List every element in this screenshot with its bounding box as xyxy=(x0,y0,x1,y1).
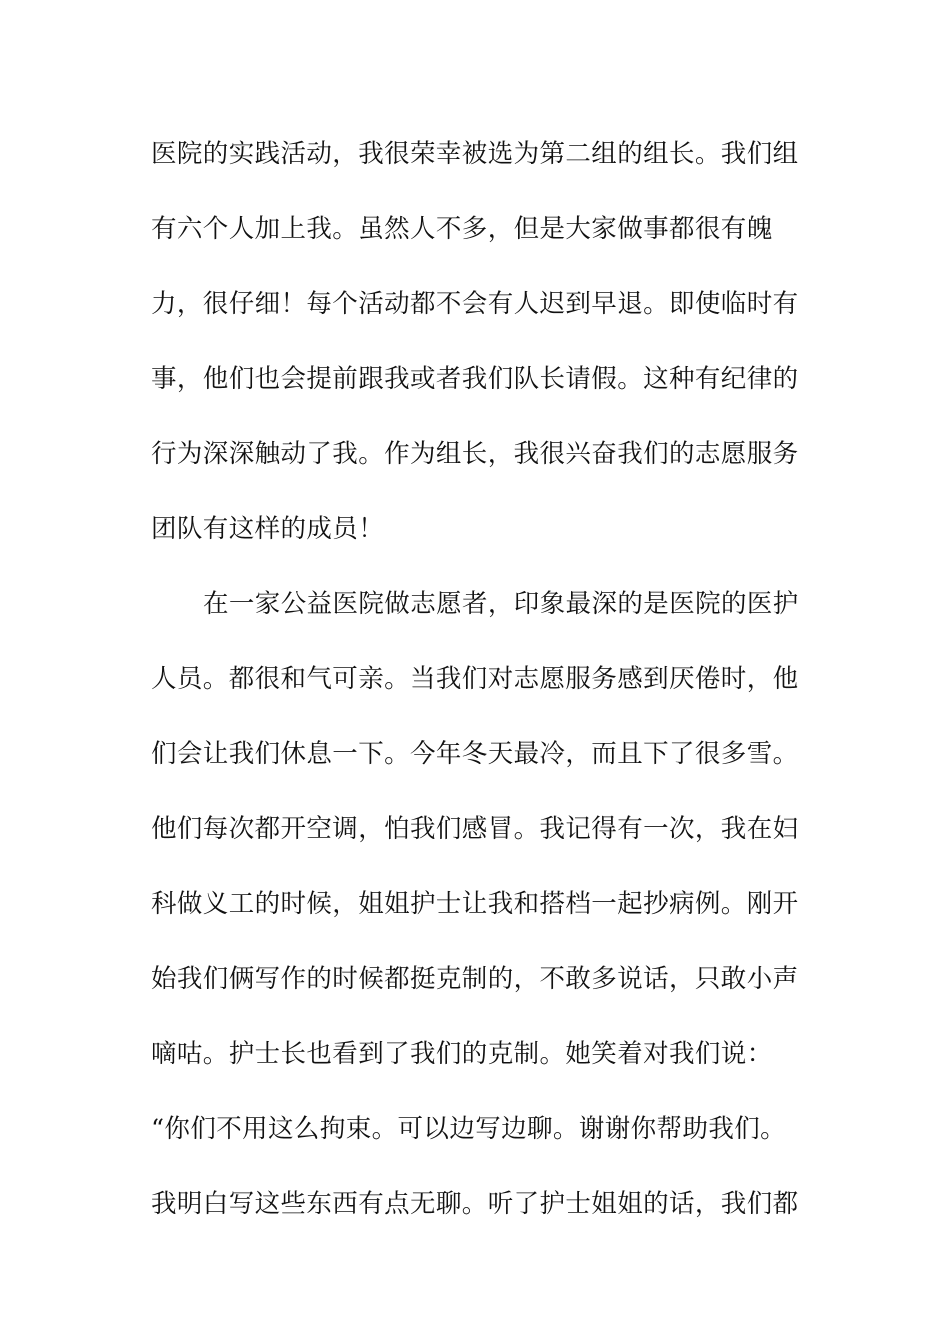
text-line: 他们每次都开空调，怕我们感冒。我记得有一次，我在妇 xyxy=(151,814,799,844)
paragraph-first-line: 在一家公益医院做志愿者，印象最深的是医院的医护 xyxy=(203,589,799,619)
text-line: 有六个人加上我。虽然人不多，但是大家做事都很有魄 xyxy=(151,214,773,244)
text-line: 团队有这样的成员！ xyxy=(151,514,385,544)
body-text xyxy=(151,132,811,1257)
text-line: 事，他们也会提前跟我或者我们队长请假。这种有纪律的 xyxy=(151,364,799,394)
text-line: 行为深深触动了我。作为组长，我很兴奋我们的志愿服务 xyxy=(151,439,799,469)
text-line: 人员。都很和气可亲。当我们对志愿服务感到厌倦时，他 xyxy=(151,664,799,694)
text-line: 始我们俩写作的时候都挺克制的，不敢多说话，只敢小声 xyxy=(151,964,799,994)
text-line: 医院的实践活动，我很荣幸被选为第二组的组长。我们组 xyxy=(151,139,799,169)
text-line: 科做义工的时候，姐姐护士让我和搭档一起抄病例。刚开 xyxy=(151,889,799,919)
text-line: 我明白写这些东西有点无聊。听了护士姐姐的话，我们都 xyxy=(151,1189,799,1219)
text-line: 力，很仔细！每个活动都不会有人迟到早退。即使临时有 xyxy=(151,289,799,319)
text-line: “你们不用这么拘束。可以边写边聊。谢谢你帮助我们。 xyxy=(151,1114,787,1144)
text-line: 们会让我们休息一下。今年冬天最冷，而且下了很多雪。 xyxy=(151,739,799,769)
text-line: 嘀咕。护士长也看到了我们的克制。她笑着对我们说： xyxy=(151,1039,773,1069)
